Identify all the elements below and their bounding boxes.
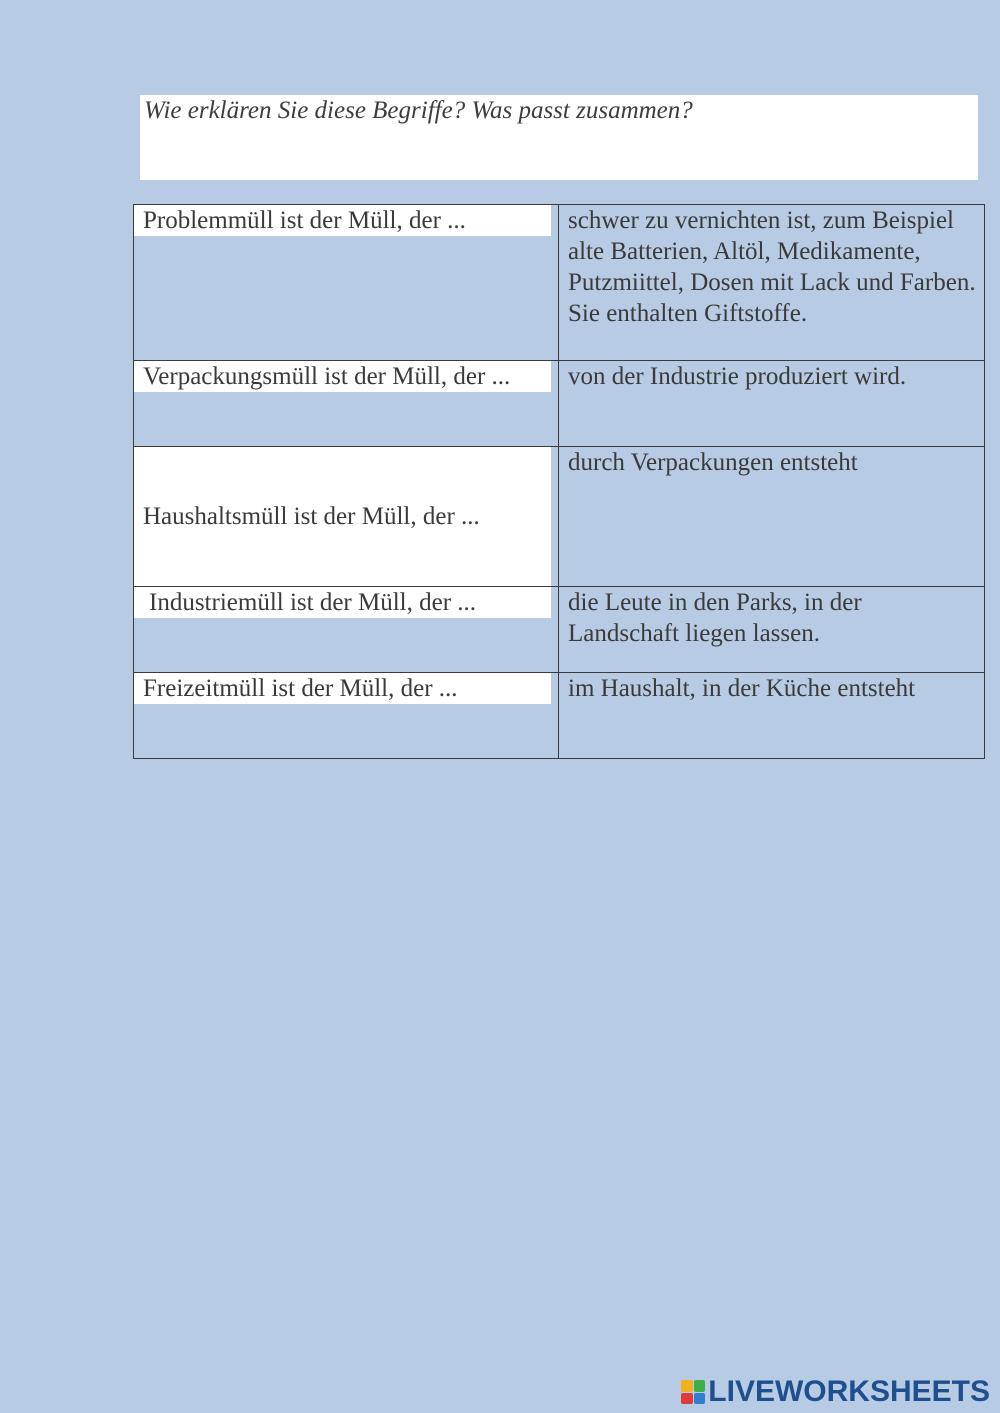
liveworksheets-watermark — [681, 1377, 990, 1407]
definition-cell — [559, 447, 985, 587]
definition-text: im Haushalt, in der Küche entsteht — [568, 675, 916, 702]
term-drop-box[interactable]: Problemmüll ist der Müll, der ... — [134, 205, 551, 236]
liveworksheets-logo-icon — [681, 1380, 705, 1404]
table-row — [134, 447, 985, 587]
table-row — [134, 205, 985, 361]
table-row — [134, 673, 985, 759]
watermark-text: LIVEWORKSHEETS — [708, 1375, 990, 1408]
term-drop-box[interactable] — [134, 447, 551, 586]
matching-table — [133, 204, 985, 759]
term-drop-box[interactable]: Freizeitmüll ist der Müll, der ... — [134, 673, 551, 704]
definition-text: durch Verpackungen entsteht — [568, 449, 858, 476]
definition-cell — [559, 205, 985, 361]
definition-cell — [559, 587, 985, 673]
term-cell — [134, 587, 559, 673]
definition-cell — [559, 361, 985, 447]
term-cell — [134, 205, 559, 361]
definition-text: schwer zu vernichten ist, zum Beispiel alte Batterien, Altöl, Medikamente, Putzmiittel, Dosen mit Lack und Farben. Sie enthalten Giftstoffe. — [568, 207, 976, 327]
instruction-text: Wie erklären Sie diese Begriffe? Was passt zusammen? — [144, 97, 693, 124]
term-drop-box[interactable]: Verpackungsmüll ist der Müll, der ... — [134, 361, 551, 392]
term-cell — [134, 447, 559, 587]
definition-text: von der Industrie produziert wird. — [568, 363, 907, 390]
table-row — [134, 361, 985, 447]
definition-cell — [559, 673, 985, 759]
table-row — [134, 587, 985, 673]
term-text: Haushaltsmüll ist der Müll, der ... — [143, 503, 480, 530]
term-cell — [134, 361, 559, 447]
term-drop-box[interactable]: Industriemüll ist der Müll, der ... — [134, 587, 551, 618]
term-cell — [134, 673, 559, 759]
definition-text: die Leute in den Parks, in der Landschaft liegen lassen. — [568, 589, 862, 647]
instruction-box — [140, 95, 978, 180]
